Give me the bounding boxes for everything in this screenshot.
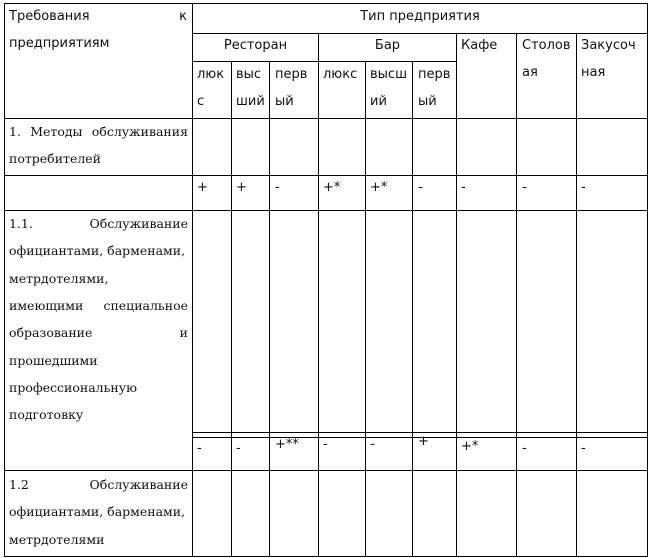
- row1-bottom-line: [4, 210, 648, 211]
- row-3-title-word: Обслуживание: [89, 477, 188, 492]
- col-line-bar-cafe: [456, 33, 457, 557]
- requirements-word: Требования: [9, 9, 90, 24]
- rest-lux-l2: с: [197, 94, 205, 109]
- header-line-1: [192, 33, 648, 34]
- row-2-title-word: специальное: [103, 297, 188, 313]
- enterprise-type-header: Тип предприятия: [360, 9, 480, 24]
- col-line-rest-high: [269, 61, 270, 557]
- row-1-mark: -: [275, 180, 280, 195]
- requirements-header-line2: предприятиям: [9, 36, 110, 51]
- row2-sub-line-a: [192, 432, 648, 433]
- row-1-title-word: Методы: [30, 124, 83, 139]
- row2-bottom-line: [4, 470, 648, 471]
- row-2-mark: -: [581, 441, 586, 456]
- row-2-title-word: и: [179, 325, 188, 341]
- row-2-title-word: имеющими: [9, 297, 84, 313]
- col-line-title: [192, 3, 193, 557]
- bar-header: Бар: [374, 38, 401, 53]
- rest-first-l1: перв: [275, 67, 308, 82]
- bar-first-l1: перв: [418, 67, 451, 82]
- row-3-title-line-1: [9, 478, 188, 492]
- snackbar-header-l1: Закусоч: [581, 38, 636, 53]
- bar-high-l2: ий: [370, 94, 387, 109]
- row-2-title-line-1: [9, 217, 188, 231]
- row-1-title-word: 1.: [9, 124, 21, 139]
- row-2-title-line-2: официантами, барменами,: [9, 243, 186, 259]
- row-2-title-line-4: [9, 299, 188, 313]
- row-3-title-word: 1.2: [9, 477, 29, 492]
- row-3-title-line-2: официантами, барменами,: [9, 504, 186, 520]
- table-border-right: [647, 3, 648, 557]
- row-2-title-word: образование: [9, 325, 93, 341]
- canteen-header-l2: ая: [522, 65, 538, 80]
- row-1-mark: -: [418, 180, 423, 195]
- row-1-mark: -: [461, 180, 466, 195]
- row-1-mark: -: [522, 180, 527, 195]
- row-2-title-line-6: прошедшими: [9, 352, 98, 368]
- requirements-header: [9, 10, 187, 24]
- row-2-title-line-7: профессиональную: [9, 379, 137, 395]
- row-2-mark: -: [197, 441, 202, 456]
- row-1-title-line-1: [9, 125, 188, 139]
- row-2-mark: -: [522, 441, 527, 456]
- table-border-left: [4, 3, 5, 557]
- bar-lux: люкс: [323, 67, 358, 82]
- row-1-mark: +*: [323, 180, 341, 195]
- row-2-title-word: Обслуживание: [89, 216, 188, 231]
- row1-sub-line: [4, 175, 648, 176]
- row-1-mark: +: [197, 180, 208, 195]
- row-1-title-word: обслуживания: [91, 124, 188, 139]
- header-bottom-line: [4, 118, 648, 119]
- col-line-bar-high: [412, 61, 413, 557]
- row-2-mark: -: [323, 437, 328, 452]
- col-line-rest-bar: [318, 33, 319, 557]
- row-1-title-line-2: потребителей: [9, 151, 102, 167]
- row-2-mark: +: [418, 434, 429, 449]
- bar-first-l2: ый: [418, 94, 437, 109]
- table-border-bottom: [4, 556, 648, 557]
- row-2-mark: -: [370, 437, 375, 452]
- row-2-title-line-5: [9, 326, 188, 340]
- canteen-header-l1: Столов: [522, 38, 571, 53]
- col-line-canteen-snack: [576, 33, 577, 557]
- rest-lux-l1: люк: [197, 67, 225, 82]
- row-2-title-word: 1.1.: [9, 216, 33, 231]
- cafe-header: Кафе: [461, 38, 498, 53]
- row-2-mark: +**: [275, 437, 299, 452]
- rest-high-l1: выс: [236, 67, 262, 82]
- row-3-title-line-3: метрдотелями: [9, 531, 105, 547]
- row-2-title-line-8: подготовку: [9, 407, 84, 423]
- requirements-k: к: [179, 9, 187, 24]
- row-2-mark: -: [236, 441, 241, 456]
- col-line-cafe-canteen: [516, 33, 517, 557]
- row-1-mark: -: [581, 180, 586, 195]
- row-1-mark: +*: [370, 180, 388, 195]
- rest-first-l2: ый: [275, 94, 294, 109]
- col-line-bar-lux: [365, 61, 366, 557]
- bar-high-l1: высш: [370, 67, 407, 82]
- row-1-mark: +: [236, 180, 247, 195]
- col-line-rest-lux: [231, 61, 232, 557]
- restaurant-header: Ресторан: [223, 38, 288, 53]
- snackbar-header-l2: ная: [581, 65, 606, 80]
- row-2-title-line-3: метрдотелями,: [9, 270, 109, 286]
- rest-high-l2: ший: [236, 94, 265, 109]
- row-2-mark: +*: [461, 439, 479, 454]
- table-border-top: [4, 3, 648, 4]
